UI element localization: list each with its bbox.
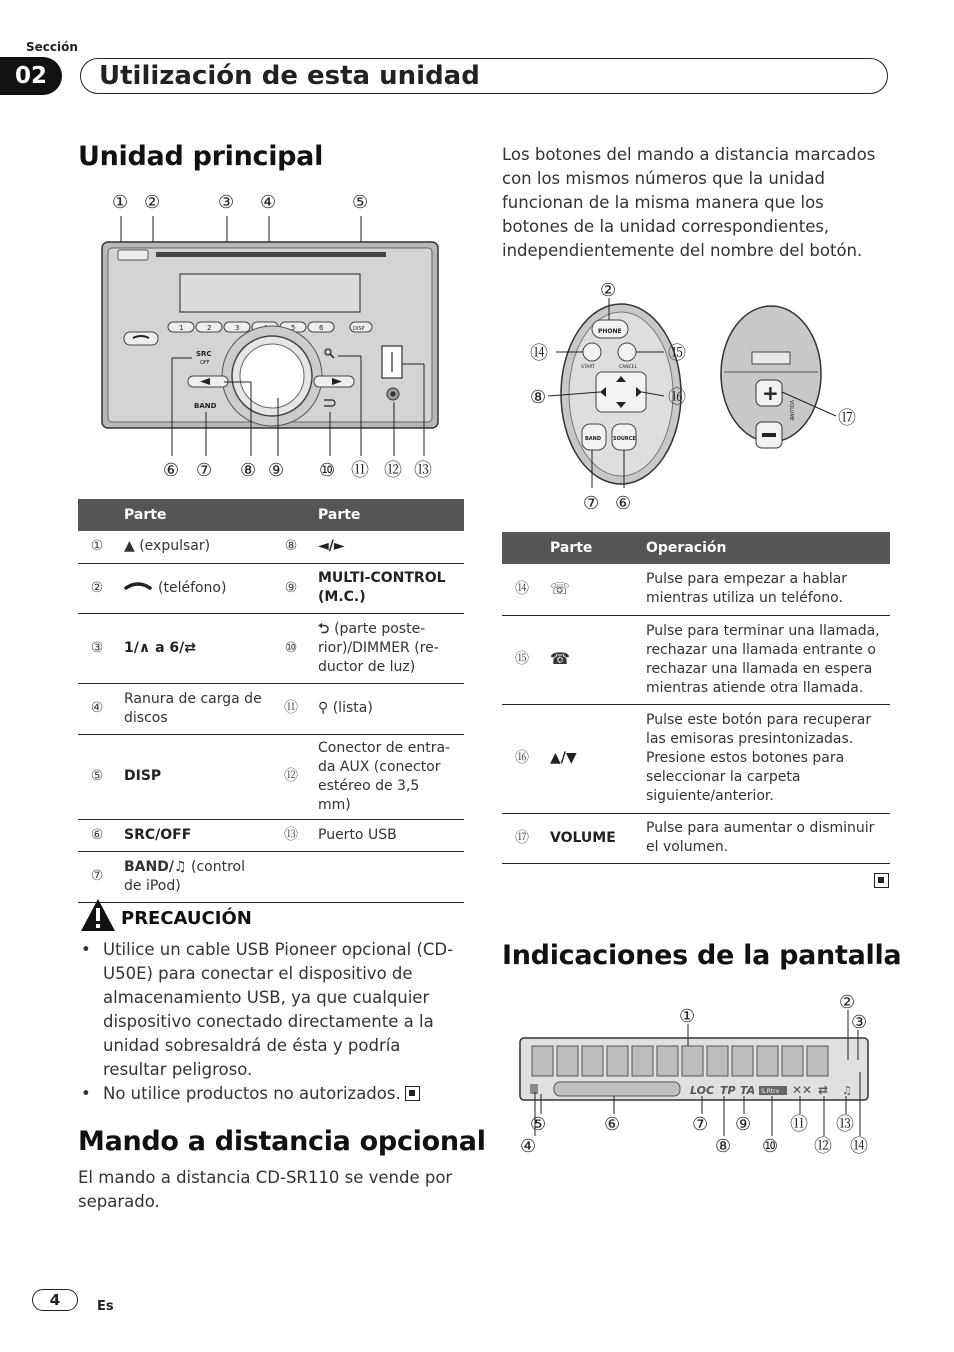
section-title <box>80 58 888 94</box>
ipod-control-label: (control de iPod) <box>124 858 245 894</box>
row-part <box>116 851 272 902</box>
repeat-icon: ⇄ <box>818 1083 829 1097</box>
remote-callout-16: ⑯ <box>668 387 686 408</box>
row-part: Ranura de carga de discos <box>116 683 272 734</box>
warning-icon <box>80 898 116 932</box>
start-label: START <box>581 365 595 370</box>
character-cell <box>682 1046 703 1076</box>
row-num: ⑯ <box>502 704 542 813</box>
remote-callout-17: ⑰ <box>838 408 856 429</box>
band-label: BAND/ <box>124 858 174 875</box>
display-callout-1: ① <box>679 1006 696 1027</box>
row-part: DISP <box>116 734 272 819</box>
row-part: Conector de entra-da AUX (conector estéreo de 3,5 mm) <box>310 734 464 819</box>
row-operation: Pulse para aumentar o disminuir el volumen. <box>638 813 890 863</box>
display-callout-10: ⑩ <box>762 1136 779 1157</box>
back-icon: ⮌ <box>318 620 335 637</box>
main-unit-callouts-top <box>112 192 368 213</box>
display-callout-9: ⑨ <box>735 1114 752 1135</box>
display-callout-11: ⑪ <box>790 1114 808 1135</box>
row-part: SRC/OFF <box>116 819 272 851</box>
row-part <box>116 563 272 613</box>
row-num: ③ <box>78 613 116 683</box>
section-title-text: Utilización de esta unidad <box>99 61 480 91</box>
preset-3-label: 3 <box>235 324 240 332</box>
main-unit-callouts-bottom <box>163 460 432 481</box>
callout-12: ⑫ <box>384 460 402 481</box>
loc-indicator: LOC <box>690 1084 715 1097</box>
character-cell <box>607 1046 628 1076</box>
header-operacion: Operación <box>638 532 890 564</box>
call-end-icon: ☎ <box>550 649 570 668</box>
table-row <box>502 813 890 863</box>
table-row <box>78 851 464 902</box>
row-operation: Pulse para terminar una llamada, rechazar una llamada entrante o rechazar una llamada en espera mientras atiende otra llamada. <box>638 615 890 704</box>
main-unit-title: Unidad principal <box>78 141 324 172</box>
table-row <box>78 563 464 613</box>
callout-3: ③ <box>218 192 235 213</box>
character-cell <box>732 1046 753 1076</box>
phone-icon <box>124 582 152 594</box>
caution-title: PRECAUCIÓN <box>121 908 252 929</box>
character-cell <box>707 1046 728 1076</box>
volume-plus-icon: + <box>762 381 779 405</box>
remote-callout-2: ② <box>600 280 617 301</box>
volume-label: VOLUME <box>788 400 794 421</box>
table-row <box>78 734 464 819</box>
row-num: ⑫ <box>272 734 310 819</box>
header-parte-1: Parte <box>116 499 272 531</box>
list-label: (lista) <box>332 700 373 716</box>
table-row <box>78 531 464 563</box>
phone-button-label: PHONE <box>598 328 622 335</box>
table-header-row <box>78 499 464 531</box>
character-cell <box>532 1046 553 1076</box>
table-row <box>78 613 464 683</box>
end-mark-icon <box>405 1086 420 1101</box>
callout-4: ④ <box>260 192 277 213</box>
character-cell <box>557 1046 578 1076</box>
remote-callout-14: ⑭ <box>530 343 548 364</box>
row-num: ④ <box>78 683 116 734</box>
character-cell <box>632 1046 653 1076</box>
row-num: ⑦ <box>78 851 116 902</box>
display-callout-4: ④ <box>520 1136 537 1157</box>
table-row <box>502 564 890 615</box>
table-header-row <box>502 532 890 564</box>
display-callout-13: ⑬ <box>836 1114 854 1135</box>
row-part: Puerto USB <box>310 819 464 851</box>
band-label: BAND <box>194 402 217 410</box>
row-part <box>310 683 464 734</box>
display-callout-3: ③ <box>851 1012 868 1033</box>
section-label: Sección <box>26 40 78 54</box>
callout-5: ⑤ <box>352 192 369 213</box>
callout-7: ⑦ <box>196 460 213 481</box>
ipod-icon: ♫ <box>842 1084 852 1097</box>
row-num: ⑮ <box>502 615 542 704</box>
row-part <box>310 563 464 613</box>
callout-10: ⑩ <box>319 460 336 481</box>
remote-title: Mando a distancia opcional <box>78 1126 486 1157</box>
section-number: 02 <box>0 57 62 95</box>
src-label: SRC <box>196 350 212 358</box>
row-num: ② <box>78 563 116 613</box>
main-unit-figure <box>96 186 446 486</box>
search-icon: ⚲ <box>318 700 333 716</box>
character-cell <box>757 1046 778 1076</box>
row-num <box>272 851 310 902</box>
character-cell <box>807 1046 828 1076</box>
callout-9: ⑨ <box>268 460 285 481</box>
row-part <box>310 851 464 902</box>
ta-indicator: TA <box>740 1084 756 1097</box>
character-cell <box>657 1046 678 1076</box>
remote-callout-7: ⑦ <box>583 493 600 514</box>
row-num: ⑩ <box>272 613 310 683</box>
row-operation: Pulse para empezar a hablar mientras utiliza un teléfono. <box>638 564 890 615</box>
remote-intro: Los botones del mando a distancia marcados con los mismos números que la unidad funcionan de la misma manera que los botones de la unidad correspondientes, independientemente del nombre del botón. <box>502 145 876 260</box>
source-button-label: SOURCE <box>613 436 636 442</box>
list-item: • Utilice un cable USB Pioneer opcional (CD-U50E) para conectar el dispositivo de almacenamiento USB, ya que cualquier dispositivo conectado directamente a la unidad sobresaldrá de ésta y podría resultar peligroso. <box>78 938 462 1082</box>
remote-callout-15: ⑮ <box>668 343 686 364</box>
row-part <box>542 615 638 704</box>
header-parte-2: Parte <box>310 499 464 531</box>
character-cell <box>782 1046 803 1076</box>
header-parte: Parte <box>542 532 638 564</box>
preset-6-label: 6 <box>319 324 324 332</box>
table-row <box>502 704 890 813</box>
volume-minus-icon <box>762 433 776 437</box>
preset-5-label: 5 <box>291 324 296 332</box>
display-callout-5: ⑤ <box>530 1114 547 1135</box>
table-row <box>78 819 464 851</box>
level-bar <box>554 1082 680 1096</box>
language-code: Es <box>97 1299 114 1314</box>
end-mark-icon <box>874 873 889 888</box>
band-button-label: BAND <box>585 436 602 442</box>
row-operation: Pulse este botón para recuperar las emisoras presintonizadas. Presione estos botones para seleccionar la carpeta siguiente/anterior. <box>638 704 890 813</box>
row-part: ▲ (expulsar) <box>116 531 272 563</box>
display-callout-6: ⑥ <box>604 1114 621 1135</box>
callout-2: ② <box>144 192 161 213</box>
display-title: Indicaciones de la pantalla <box>502 940 902 971</box>
preset-1-label: 1 <box>179 324 184 332</box>
display-callout-7: ⑦ <box>692 1114 709 1135</box>
display-callout-2: ② <box>839 992 856 1013</box>
mc-label: (M.C.) <box>318 589 366 605</box>
tp-indicator: TP <box>720 1084 736 1097</box>
display-callout-14: ⑭ <box>850 1136 868 1157</box>
row-part: ◄/► <box>310 531 464 563</box>
table-row <box>78 683 464 734</box>
pw-indicator <box>530 1084 538 1094</box>
disp-label: DISP <box>353 326 365 332</box>
remote-figure <box>526 276 866 516</box>
display-callout-12: ⑫ <box>814 1136 832 1157</box>
remote-callout-8: ⑧ <box>530 387 547 408</box>
random-icon: ✕✕ <box>792 1083 813 1097</box>
page-number: 4 <box>32 1289 78 1311</box>
callout-11: ⑪ <box>351 460 369 481</box>
remote-callout-6: ⑥ <box>615 493 632 514</box>
caution-item-text: No utilice productos no autorizados. <box>103 1084 401 1103</box>
row-num: ⑨ <box>272 563 310 613</box>
row-num: ⑤ <box>78 734 116 819</box>
callout-1: ① <box>112 192 129 213</box>
row-part <box>310 613 464 683</box>
row-num: ⑥ <box>78 819 116 851</box>
ipod-icon: ♫ <box>173 858 191 875</box>
row-num: ① <box>78 531 116 563</box>
cancel-label: CANCEL <box>619 365 638 370</box>
row-part: 1/∧ a 6/⇄ <box>116 613 272 683</box>
back-dimmer-label: (parte poste-rior)/DIMMER (re-ductor de luz) <box>318 620 439 675</box>
row-num: ⑬ <box>272 819 310 851</box>
callout-13: ⑬ <box>414 460 432 481</box>
caution-list <box>78 938 462 1106</box>
character-cell <box>582 1046 603 1076</box>
main-unit-table <box>78 499 464 903</box>
callout-8: ⑧ <box>240 460 257 481</box>
list-item <box>78 1082 462 1106</box>
display-callout-8: ⑧ <box>715 1136 732 1157</box>
row-num: ⑰ <box>502 813 542 863</box>
display-figure <box>514 990 876 1160</box>
callout-6: ⑥ <box>163 460 180 481</box>
row-part: VOLUME <box>542 813 638 863</box>
row-part: ▲/▼ <box>542 704 638 813</box>
phone-label: (teléfono) <box>158 579 227 596</box>
preset-2-label: 2 <box>207 324 212 332</box>
call-start-icon: ☏ <box>550 578 571 598</box>
srtrv-indicator: S.Rtrv <box>761 1088 780 1095</box>
row-part <box>542 564 638 615</box>
off-label: OFF <box>200 360 210 366</box>
remote-text: El mando a distancia CD-SR110 se vende por separado. <box>78 1168 453 1211</box>
remote-table <box>502 532 890 864</box>
row-num: ⑧ <box>272 531 310 563</box>
table-row <box>502 615 890 704</box>
multi-control-label: MULTI-CONTROL <box>318 570 446 586</box>
row-num: ⑭ <box>502 564 542 615</box>
row-num: ⑪ <box>272 683 310 734</box>
